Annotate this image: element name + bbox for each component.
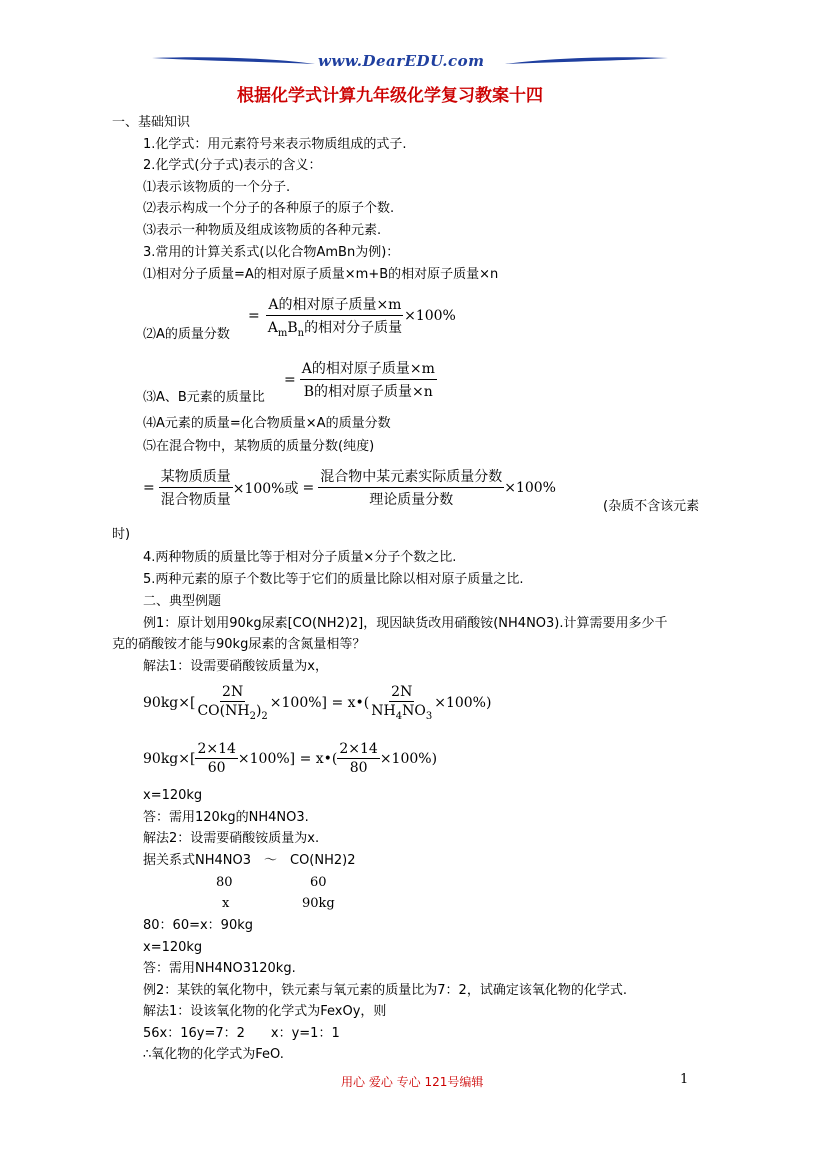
page-title: 根据化学式计算九年级化学复习教案十四 xyxy=(237,86,543,106)
relation-value: x xyxy=(222,896,230,911)
relation-value: 60 xyxy=(310,875,327,890)
note-text: 时) xyxy=(112,527,131,542)
text-line: ⑷A元素的质量=化合物质量×A的质量分数 xyxy=(143,416,391,431)
page-number: 1 xyxy=(680,1072,689,1087)
fraction-denominator: 60 xyxy=(207,760,226,776)
text-line: 56x：16y=7：2 x：y=1：1 xyxy=(143,1026,340,1041)
text-line: ⑴相对分子质量=A的相对原子质量×m+B的相对原子质量×n xyxy=(143,267,499,282)
fraction-denominator: B的相对原子质量×n xyxy=(303,384,433,400)
fraction-numerator: 2N xyxy=(222,684,244,700)
text-line: 1.化学式：用元素符号来表示物质组成的式子. xyxy=(143,137,407,152)
text-line: 例2：某铁的氧化物中，铁元素与氧元素的质量比为7：2，试确定该氧化物的化学式. xyxy=(143,983,627,998)
text-line: ⑶表示一种物质及组成该物质的各种元素. xyxy=(143,223,382,238)
text-line: x=120kg xyxy=(143,940,203,955)
text-line: 2.化学式(分子式)表示的含义： xyxy=(143,158,322,173)
text-line: 据关系式NH4NO3 ～ CO(NH2)2 xyxy=(143,853,356,868)
section-heading: 一、基础知识 xyxy=(112,115,191,130)
text-line: ⑴表示该物质的一个分子. xyxy=(143,180,291,195)
formula-example-1b: 90kg×[ $\frac{2\times 14}{60}$ ×100%] = x•( $\frac{2\times 14}{80}$ ×100%) xyxy=(143,741,438,776)
formula-example-1a: 90kg×[ $\frac{2N}{CO(NH_2)_2}$ ×100%] = x•( $\frac{2N}{NH_4NO_3}$ ×100%) xyxy=(143,684,492,722)
footer-text: 用心 爱心 专心 121号编辑 xyxy=(341,1075,484,1089)
text-line: 4.两种物质的质量比等于相对分子质量×分子个数之比. xyxy=(143,550,457,565)
text-line: x=120kg xyxy=(143,788,203,803)
text-line: ∴氧化物的化学式为FeO. xyxy=(143,1047,284,1062)
fraction-numerator: 2×14 xyxy=(339,741,378,757)
text-line: 解法2：设需要硝酸铵质量为x. xyxy=(143,831,320,846)
fraction-numerator: 2×14 xyxy=(197,741,236,757)
fraction-denominator: $CO(NH_2)_2$ xyxy=(197,703,268,722)
relation-value: 90kg xyxy=(302,896,335,911)
formula-purity: = $\frac{\text{某物质质量}}{\text{混合物质量}}$ ×100%或 = $\frac{\text{混合物中某元素实际质量分数}}{\text{理论质量分数}}$ ×100% xyxy=(143,466,556,509)
fraction-numerator: 2N xyxy=(391,684,413,700)
formula-label: ⑶A、B元素的质量比 xyxy=(143,390,265,405)
text-line: 例1：原计划用90kg尿素[CO(NH2)2]，现因缺货改用硝酸铵(NH4NO3).计算需要用多少千 xyxy=(143,616,668,631)
text-line: 解法1：设该氧化物的化学式为FexOy，则 xyxy=(143,1004,387,1019)
formula-mass-ratio: = $\frac{\text{A的相对原子质量×m}}{\text{B的相对原子质量×n}}$ xyxy=(284,358,437,401)
fraction-numerator: A的相对原子质量×m xyxy=(266,294,403,316)
site-url[interactable]: www.DearEDU.com xyxy=(318,52,485,70)
fraction-numerator: 混合物中某元素实际质量分数 xyxy=(318,466,504,488)
text-line: 克的硝酸铵才能与90kg尿素的含氮量相等？ xyxy=(112,637,366,652)
text-line: 答：需用NH4NO3120kg. xyxy=(143,961,296,976)
text-line: 5.两种元素的原子个数比等于它们的质量比除以相对原子质量之比. xyxy=(143,572,524,587)
fraction-denominator: 80 xyxy=(349,760,368,776)
fraction-numerator: 某物质质量 xyxy=(159,466,233,488)
section-heading: 二、典型例题 xyxy=(143,594,222,609)
text-line: ⑵表示构成一个分子的各种原子的原子个数. xyxy=(143,201,395,216)
relation-value: 80 xyxy=(216,875,233,890)
text-line: 80：60=x：90kg xyxy=(143,918,253,933)
fraction-numerator: A的相对原子质量×m xyxy=(300,358,437,380)
text-line: 3.常用的计算关系式(以化合物AmBn为例)： xyxy=(143,245,400,260)
text-line: ⑸在混合物中，某物质的质量分数(纯度) xyxy=(143,439,375,454)
fraction-denominator: 理论质量分数 xyxy=(369,492,454,508)
fraction-denominator: $NH_4NO_3$ xyxy=(371,703,433,722)
text-line: 解法1：设需要硝酸铵质量为x， xyxy=(143,659,328,674)
text-line: 答：需用120kg的NH4NO3. xyxy=(143,810,309,825)
note-text: (杂质不含该元素 xyxy=(603,499,700,514)
fraction-denominator: 混合物质量 xyxy=(160,492,231,508)
formula-mass-fraction: = $\frac{\text{A的相对原子质量×m}}{A_mB_n的相对分子质量}$ ×100% xyxy=(248,294,456,339)
fraction-denominator: $A_mB_n$的相对分子质量 xyxy=(267,320,403,339)
formula-label: ⑵A的质量分数 xyxy=(143,327,230,342)
